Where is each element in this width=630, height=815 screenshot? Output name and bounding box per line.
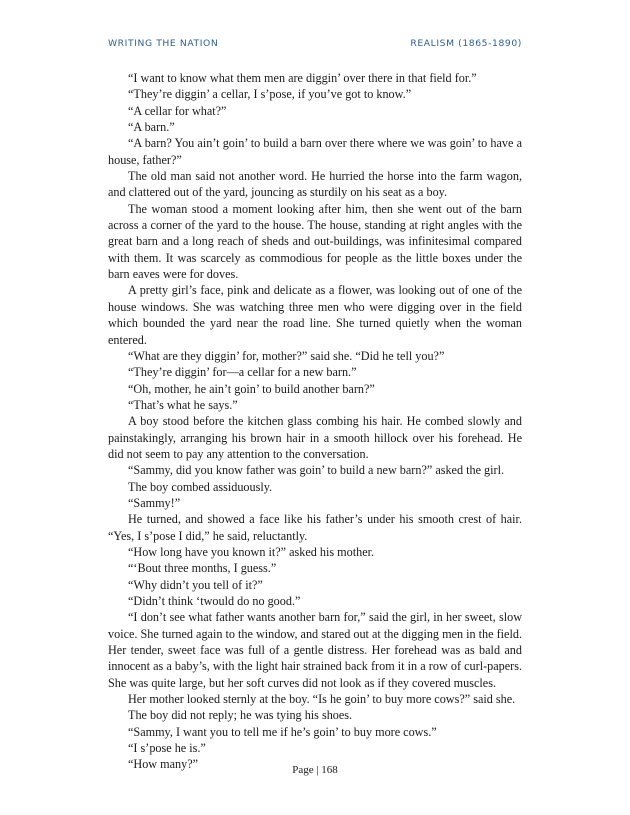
paragraph: “That’s what he says.” [128, 397, 238, 412]
paragraph: “Didn’t think ‘twould do no good.” [128, 594, 301, 608]
paragraph: “How long have you known it?” asked his mother. [128, 544, 375, 559]
paragraph: “‘Bout three months, I guess.” [128, 561, 277, 576]
paragraph: “I want to know what them men are diggin’ over there in that field for.” [128, 71, 477, 85]
paragraph: “Why didn’t you tell of it?” [128, 577, 263, 592]
header-section-title: WRITING THE NATION [108, 38, 219, 49]
page-number: Page | 168 [292, 764, 338, 776]
paragraph: “Sammy, I want you to tell me if he’s goin’ to buy more cows.” [128, 724, 437, 739]
paragraph: A boy stood before the kitchen glass combing his hair. He combed slowly and painstakingly, arranging his brown hair in a smooth hillock over his forehead. He did not seem to pay any attention to the conversation. [108, 414, 522, 461]
paragraph: The woman stood a moment looking after him, then she went out of the barn across a corner of the yard to the house. The house, standing at right angles with the great barn and a long reach of sheds and out-buildings, was infinitesimal compared with them. It was scarcely as commodious for people as the little boxes under the barn eaves were for doves. [108, 201, 522, 282]
paragraph: “A barn? You ain’t goin’ to build a barn over there where we was goin’ to have a house, father?” [108, 136, 522, 167]
paragraph: “Sammy, did you know father was goin’ to build a new barn?” asked the girl. [128, 463, 505, 478]
paragraph: “What are they diggin’ for, mother?” said she. “Did he tell you?” [128, 348, 445, 363]
paragraph: “They’re diggin’ for—a cellar for a new barn.” [128, 365, 357, 380]
paragraph: “How many?” [128, 757, 199, 772]
paragraph: “I don’t see what father wants another barn for,” said the girl, in her sweet, slow voice. She turned again to the window, and stared out at the digging men in the field. Her tender, sweet face was full of a gentle distress. Her forehead was as bald and innocent as a baby’s, with the light hair strained back from it in a row of curl-papers. She was quite large, but her soft curves did not look as if they covered muscles. [108, 610, 522, 690]
paragraph: A pretty girl’s face, pink and delicate as a flower, was looking out of one of the house windows. She was watching three men who were digging over in the field which bounded the yard near the road line. She turned quietly when the woman entered. [108, 283, 522, 347]
paragraph: The boy combed assiduously. [128, 479, 273, 494]
page-footer [0, 764, 630, 776]
header-chapter-title: REALISM (1865-1890) [410, 38, 522, 49]
paragraph: He turned, and showed a face like his father’s under his smooth crest of hair. “Yes, I s’pose I did,” he said, reluctantly. [108, 512, 522, 543]
paragraph: “I s’pose he is.” [128, 741, 206, 756]
paragraph: Her mother looked sternly at the boy. “Is he goin’ to buy more cows?” said she. [128, 692, 516, 707]
paragraph: The old man said not another word. He hurried the horse into the farm wagon, and clattered out of the yard, jouncing as sturdily on his seat as a boy. [108, 169, 522, 200]
body-text [108, 70, 522, 773]
paragraph: “A cellar for what?” [128, 103, 227, 118]
paragraph: “Oh, mother, he ain’t goin’ to build another barn?” [128, 381, 375, 396]
running-header [108, 38, 522, 49]
paragraph: The boy did not reply; he was tying his shoes. [128, 708, 353, 723]
paragraph: “A barn.” [128, 120, 175, 135]
paragraph: “Sammy!” [128, 495, 181, 510]
paragraph: “They’re diggin’ a cellar, I s’pose, if you’ve got to know.” [128, 87, 412, 102]
